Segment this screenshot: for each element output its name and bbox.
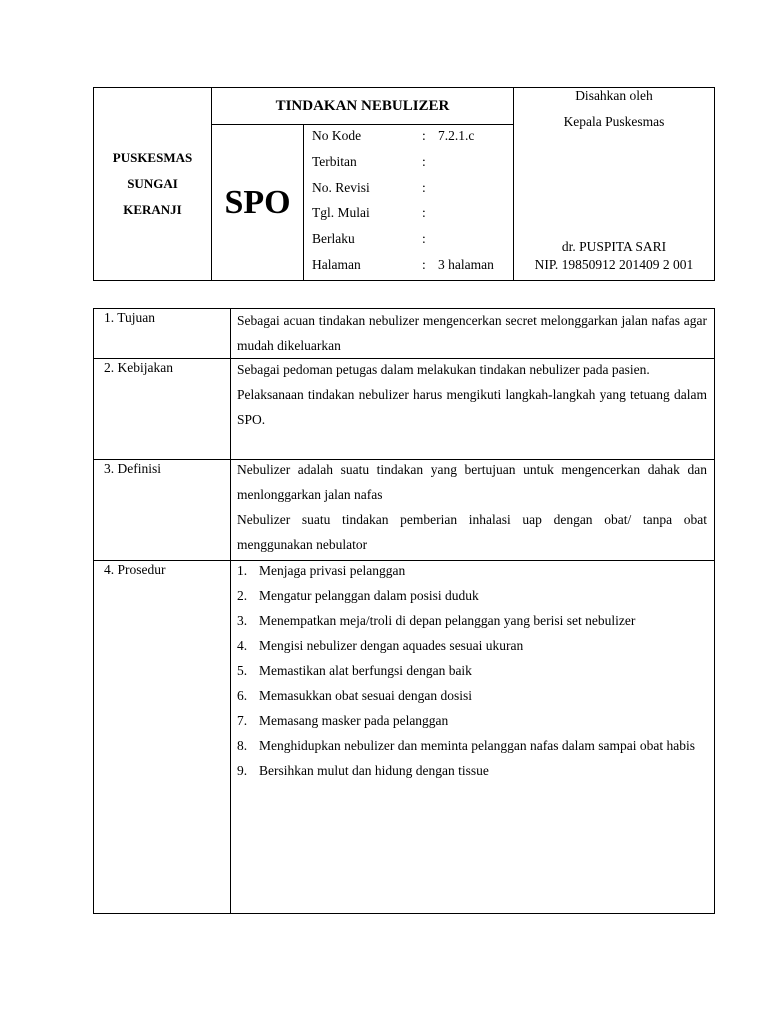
step-number: 6.	[237, 688, 248, 703]
step-number: 9.	[237, 763, 248, 778]
section-label-definisi: 3. Definisi	[104, 461, 161, 476]
step-text: Memasang masker pada pelanggan	[259, 713, 449, 728]
meta-row-tgl-mulai	[312, 204, 512, 230]
step-text: Menempatkan meja/troli di depan pelanggan yang berisi set nebulizer	[259, 613, 636, 628]
procedure-step	[237, 583, 707, 608]
step-text: Mengatur pelanggan dalam posisi duduk	[259, 588, 479, 603]
section-text-kebijakan	[237, 357, 707, 432]
step-text: Memastikan alat berfungsi dengan baik	[259, 663, 472, 678]
section-label-tujuan: 1. Tujuan	[104, 310, 156, 325]
meta-value: 7.2.1.c	[438, 128, 475, 143]
procedure-step	[237, 733, 707, 758]
procedure-step	[237, 758, 707, 783]
paragraph: Nebulizer suatu tindakan pemberian inhalasi uap dengan obat/ tanpa obat menggunakan nebulator	[237, 512, 707, 552]
meta-colon: :	[422, 205, 426, 221]
meta-colon: :	[422, 179, 426, 195]
org-line: PUSKESMAS	[112, 150, 193, 165]
approver-name: dr. PUSPITA SARI	[561, 239, 667, 254]
meta-row-berlaku	[312, 230, 512, 256]
meta-colon: :	[422, 128, 426, 143]
step-number: 4.	[237, 638, 248, 653]
procedure-list	[237, 558, 707, 783]
step-text: Menghidupkan nebulizer dan meminta pelanggan nafas dalam sampai obat habis	[259, 738, 695, 753]
approval-block	[514, 88, 714, 280]
meta-label: Berlaku	[312, 231, 355, 247]
step-text: Bersihkan mulut dan hidung dengan tissue	[259, 763, 489, 778]
approval-line: Disahkan oleh	[575, 88, 653, 103]
procedure-step	[237, 633, 707, 658]
step-number: 8.	[237, 738, 248, 753]
document-title: TINDAKAN NEBULIZER	[275, 97, 450, 114]
step-number: 2.	[237, 588, 248, 603]
spo-label: SPO	[224, 183, 291, 221]
section-text-tujuan	[237, 308, 707, 358]
paragraph: Nebulizer adalah suatu tindakan yang bertujuan untuk mengencerkan dahak dan menlonggarkan jalan nafas	[237, 462, 707, 502]
paragraph: Sebagai acuan tindakan nebulizer mengencerkan secret melonggarkan jalan nafas agar mudah dikeluarkan	[237, 313, 707, 353]
step-number: 3.	[237, 613, 248, 628]
procedure-step	[237, 708, 707, 733]
meta-row-terbitan	[312, 153, 512, 179]
paragraph: Sebagai pedoman petugas dalam melakukan tindakan nebulizer pada pasien.	[237, 362, 650, 377]
paragraph: Pelaksanaan tindakan nebulizer harus mengikuti langkah-langkah yang tetuang dalam SPO.	[237, 387, 707, 427]
meta-label: No Kode	[312, 128, 362, 143]
meta-colon: :	[422, 153, 426, 169]
step-number: 7.	[237, 713, 248, 728]
spo-header-table	[93, 87, 715, 281]
meta-label: Halaman	[312, 256, 361, 272]
spo-content-table	[93, 308, 715, 914]
meta-colon: :	[422, 231, 426, 247]
meta-label: No. Revisi	[312, 179, 370, 195]
document-meta	[312, 127, 512, 282]
section-label-prosedur: 4. Prosedur	[104, 562, 166, 577]
meta-value: 3 halaman	[438, 256, 494, 272]
table-divider	[230, 309, 231, 913]
meta-colon: :	[422, 256, 426, 272]
step-text: Menjaga privasi pelanggan	[259, 563, 406, 578]
procedure-step	[237, 608, 707, 633]
approval-line: Kepala Puskesmas	[563, 114, 665, 129]
meta-row-kode	[312, 127, 512, 153]
section-label-kebijakan: 2. Kebijakan	[104, 360, 173, 375]
step-number: 5.	[237, 663, 248, 678]
meta-row-halaman	[312, 256, 512, 282]
meta-row-revisi	[312, 179, 512, 205]
org-line: KERANJI	[123, 202, 182, 217]
meta-label: Tgl. Mulai	[312, 205, 370, 221]
procedure-step	[237, 558, 707, 583]
section-text-definisi	[237, 457, 707, 557]
procedure-step	[237, 658, 707, 683]
header-divider	[303, 125, 304, 280]
step-text: Memasukkan obat sesuai dengan dosisi	[259, 688, 472, 703]
approver-nip: NIP. 19850912 201409 2 001	[534, 257, 694, 272]
step-number: 1.	[237, 563, 248, 578]
procedure-step	[237, 683, 707, 708]
organization-name	[94, 88, 211, 280]
meta-label: Terbitan	[312, 153, 357, 169]
org-line: SUNGAI	[127, 176, 178, 191]
step-text: Mengisi nebulizer dengan aquades sesuai ukuran	[259, 638, 524, 653]
